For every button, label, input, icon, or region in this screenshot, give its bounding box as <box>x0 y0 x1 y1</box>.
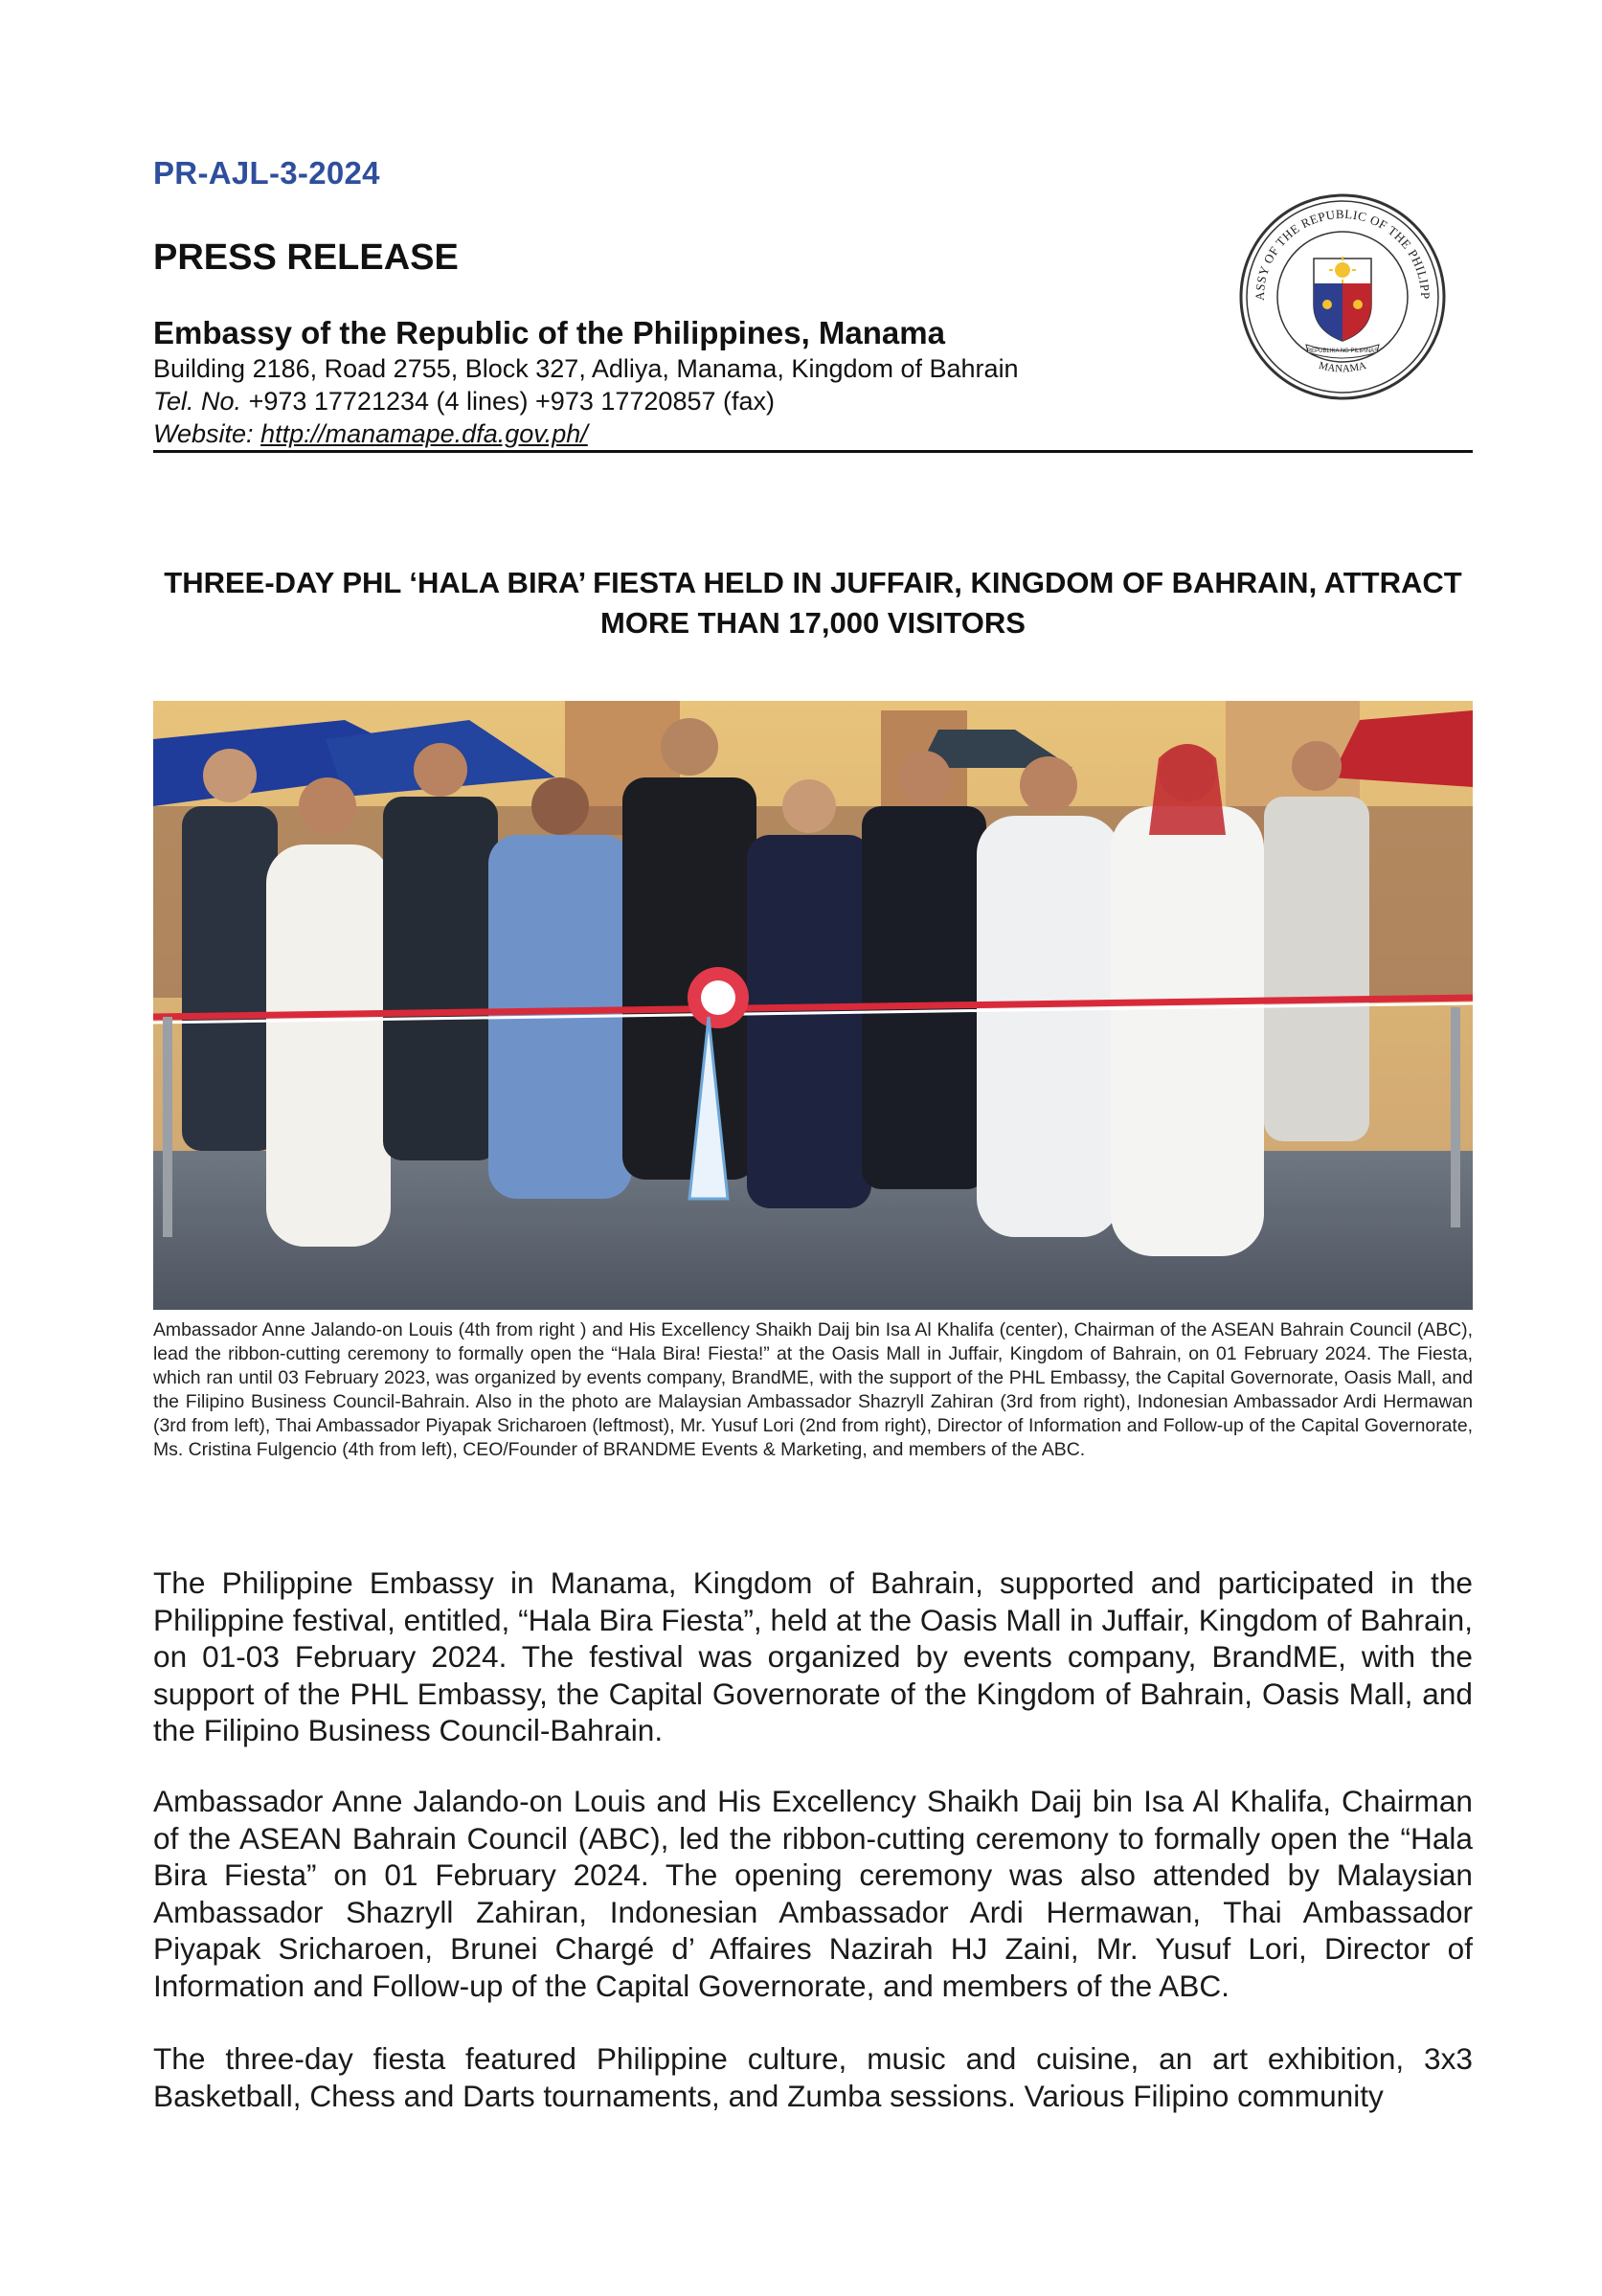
website-line <box>153 417 1111 450</box>
reference-code: PR-AJL-3-2024 <box>153 155 380 191</box>
document-type-title: PRESS RELEASE <box>153 237 459 278</box>
website-label: Website: <box>153 419 261 448</box>
embassy-seal-logo <box>1237 191 1448 402</box>
seal-bottom-text: MANAMA <box>1317 359 1368 375</box>
photo-caption: Ambassador Anne Jalando-on Louis (4th from right ) and His Excellency Shaikh Daij bin Isa Al Khalifa (center), Chairman of the ASEAN Bahrain Council (ABC), lead the ribbon-cutting ceremony to formally open the “Hala Bira! Fiesta!” at the Oasis Mall in Juffair, Kingdom of Bahrain, on 01 February 2024. The Fiesta, which ran until 03 February 2023, was organized by events company, BrandME, with the support of the PHL Embassy, the Capital Governorate, Oasis Mall, and the Filipino Business Council-Bahrain. Also in the photo are Malaysian Ambassador Shazryll Zahiran (3rd from right), Indonesian Ambassador Ardi Hermawan (3rd from left), Thai Ambassador Piyapak Sricharoen (leftmost), Mr. Yusuf Lori (2nd from right), Director of Information and Follow-up of the Capital Governorate, Ms. Cristina Fulgencio (4th from left), CEO/Founder of BRANDME Events & Marketing, and members of the ABC. <box>153 1319 1473 1460</box>
seal-ring-text: ASSY OF THE REPUBLIC OF THE PHILIPP <box>1252 206 1433 301</box>
body-paragraph-3: The three-day fiesta featured Philippine culture, music and cuisine, an art exhibition, 3x3 Basketball, Chess and Darts tournaments, and Zumba sessions. Various Filipino community <box>153 2041 1473 2113</box>
telephone-label: Tel. No. <box>153 387 242 416</box>
body-paragraph-1: The Philippine Embassy in Manama, Kingdom of Bahrain, supported and participated in the Philippine festival, entitled, “Hala Bira Fiesta”, held at the Oasis Mall in Juffair, Kingdom of Bahrain, on 01-03 February 2024. The festival was organized by events company, BrandME, with the support of the PHL Embassy, the Capital Governorate of the Kingdom of Bahrain, Oasis Mall, and the Filipino Business Council-Bahrain. <box>153 1565 1473 1747</box>
seal-ribbon-text: REPUBLIKA NG PILIPINAS <box>1306 349 1379 354</box>
article-headline: THREE-DAY PHL ‘HALA BIRA’ FIESTA HELD IN JUFFAIR, KINGDOM OF BAHRAIN, ATTRACT MORE THAN 17,000 VISITORS <box>164 566 1462 640</box>
embassy-address: Building 2186, Road 2755, Block 327, Adliya, Manama, Kingdom of Bahrain <box>153 354 1019 383</box>
telephone-line <box>153 385 1111 417</box>
body-paragraph-2: Ambassador Anne Jalando-on Louis and His Excellency Shaikh Daij bin Isa Al Khalifa, Chairman of the ASEAN Bahrain Council (ABC), led the ribbon-cutting ceremony to formally open the “Hala Bira Fiesta” on 01 February 2024. The opening ceremony was also attended by Malaysian Ambassador Shazryll Zahiran, Indonesian Ambassador Ardi Hermawan, Thai Ambassador Piyapak Sricharoen, Brunei Chargé d’ Affaires Nazirah HJ Zaini, Mr. Yusuf Lori, Director of Information and Follow-up of the Capital Governorate, and members of the ABC. <box>153 1784 1473 2003</box>
ribbon-cutting-photo <box>153 701 1473 1310</box>
letterhead <box>153 314 1111 450</box>
embassy-name: Embassy of the Republic of the Philippines, Manama <box>153 315 945 350</box>
website-link[interactable]: http://manamape.dfa.gov.ph/ <box>260 419 588 448</box>
telephone-numbers: +973 17721234 (4 lines) +973 17720857 (fax) <box>241 387 775 416</box>
header-divider <box>153 450 1473 453</box>
